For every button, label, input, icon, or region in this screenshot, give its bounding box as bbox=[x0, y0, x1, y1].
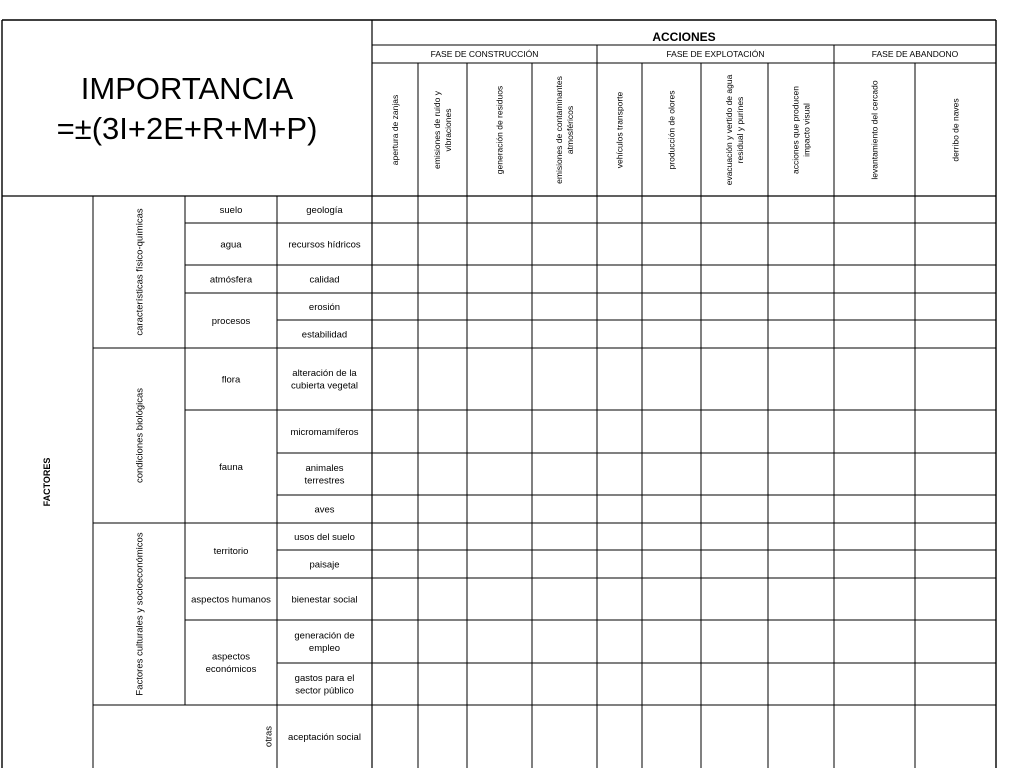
factor-group-label: características físico-químicas bbox=[134, 208, 146, 336]
factor-item-label bbox=[288, 239, 361, 250]
subgroup-label-line: fauna bbox=[219, 461, 243, 473]
subgroup-label bbox=[212, 316, 251, 327]
factor-item-label bbox=[294, 631, 354, 654]
factor-item-label-line: cubierta vegetal bbox=[290, 380, 359, 392]
action-label bbox=[791, 86, 812, 174]
factor-group-label: Factores culturales y socioeconómicos bbox=[134, 532, 146, 696]
subgroup-label-line: suelo bbox=[219, 204, 243, 216]
action-label-line: producción de olores bbox=[666, 90, 677, 170]
action-label bbox=[950, 98, 960, 161]
importance-title: IMPORTANCIA bbox=[80, 70, 294, 106]
factores-label: FACTORES bbox=[42, 457, 53, 507]
action-label bbox=[869, 80, 879, 180]
factor-item-label-line: micromamíferos bbox=[290, 426, 359, 438]
action-label-line: vehículos transporte bbox=[614, 91, 625, 169]
action-label-line: impacto visual bbox=[801, 103, 812, 157]
factor-item-label bbox=[288, 732, 361, 743]
factor-item-label-line: aves bbox=[314, 504, 335, 516]
phase-label: FASE DE CONSTRUCCIÓN bbox=[430, 48, 539, 59]
factor-item-label-line: terrestres bbox=[304, 475, 345, 487]
action-label bbox=[390, 95, 400, 165]
factor-item-label-line: calidad bbox=[309, 274, 340, 286]
subgroup-label-line: aspectos humanos bbox=[191, 594, 271, 606]
subgroup-label-line: flora bbox=[221, 374, 241, 386]
factor-item-label bbox=[295, 673, 355, 696]
factor-item-label-line: estabilidad bbox=[301, 329, 348, 341]
factor-item-label bbox=[309, 559, 339, 570]
action-label bbox=[554, 76, 575, 184]
action-label-line: evacuación y vertido de agua bbox=[724, 74, 735, 186]
factor-item-label-line: animales bbox=[305, 463, 344, 475]
action-label-line: acciones que producen bbox=[790, 86, 801, 174]
factor-item-label bbox=[294, 532, 355, 543]
action-label-line: atmosféricos bbox=[564, 105, 575, 155]
subgroup-label bbox=[206, 652, 257, 675]
action-label-line: vibraciones bbox=[442, 108, 453, 152]
phase-label: FASE DE EXPLOTACIÓN bbox=[666, 48, 765, 59]
importance-formula: =±(3I+2E+R+M+P) bbox=[56, 110, 318, 146]
factor-item-label bbox=[314, 504, 334, 515]
subgroup-label-line: económicos bbox=[205, 663, 257, 675]
subgroup-label bbox=[210, 274, 253, 285]
factor-item-label bbox=[309, 302, 340, 313]
subgroup-label bbox=[222, 374, 241, 385]
subgroup-label bbox=[220, 205, 243, 216]
action-label-line: generación de residuos bbox=[494, 85, 505, 175]
factor-item-label-line: alteración de la bbox=[292, 368, 357, 380]
factor-item-label-line: usos del suelo bbox=[294, 531, 355, 543]
subgroup-label-line: atmósfera bbox=[209, 274, 253, 286]
action-label-line: emisiones de contaminantes bbox=[554, 76, 565, 184]
factor-group-label: condiciones biológicas bbox=[134, 387, 146, 484]
subgroup-label bbox=[263, 726, 274, 747]
action-label bbox=[666, 91, 676, 170]
factor-item-label bbox=[306, 205, 343, 216]
factor-item-label bbox=[291, 368, 358, 391]
action-label bbox=[724, 74, 745, 185]
factor-item-label-line: erosión bbox=[308, 301, 341, 313]
factor-item-label-line: aceptación social bbox=[288, 731, 361, 743]
subgroup-label bbox=[214, 546, 249, 557]
subgroup-label-line: procesos bbox=[211, 315, 251, 327]
factor-item-label-line: generación de bbox=[294, 630, 355, 642]
factor-item-label bbox=[302, 329, 347, 340]
subgroup-label bbox=[220, 239, 242, 250]
factor-item-label-line: paisaje bbox=[309, 559, 340, 571]
factor-item-label bbox=[290, 427, 358, 438]
action-label-line: apertura de zanjas bbox=[389, 94, 400, 166]
factor-item-label bbox=[309, 274, 339, 285]
action-label-line: emisiones de ruido y bbox=[432, 91, 443, 169]
matrix-labels bbox=[42, 30, 960, 747]
factor-item-label bbox=[291, 594, 357, 605]
subgroup-label bbox=[191, 594, 271, 605]
subgroup-label-line: otras bbox=[263, 725, 275, 748]
subgroup-label bbox=[219, 462, 243, 473]
factor-item-label-line: gastos para el bbox=[294, 673, 355, 685]
factor-item-label-line: recursos hídricos bbox=[288, 239, 361, 251]
action-label-line: residual y purines bbox=[734, 96, 745, 164]
action-label bbox=[614, 91, 624, 168]
factor-item-label-line: empleo bbox=[308, 642, 341, 654]
subgroup-label-line: aspectos bbox=[211, 651, 251, 663]
action-label bbox=[494, 86, 504, 174]
factor-item-label-line: geología bbox=[306, 204, 343, 216]
factor-item-label-line: sector público bbox=[295, 685, 354, 697]
action-label-line: derribo de naves bbox=[950, 98, 961, 162]
action-label-line: levantamiento del cercado bbox=[869, 80, 880, 180]
factor-item-label-line: bienestar social bbox=[291, 594, 358, 606]
factor-item-label bbox=[304, 463, 344, 486]
subgroup-label-line: territorio bbox=[213, 545, 249, 557]
subgroup-label-line: agua bbox=[220, 239, 242, 251]
acciones-header: ACCIONES bbox=[652, 30, 716, 45]
action-label bbox=[432, 90, 453, 169]
phase-label: FASE DE ABANDONO bbox=[871, 48, 959, 59]
